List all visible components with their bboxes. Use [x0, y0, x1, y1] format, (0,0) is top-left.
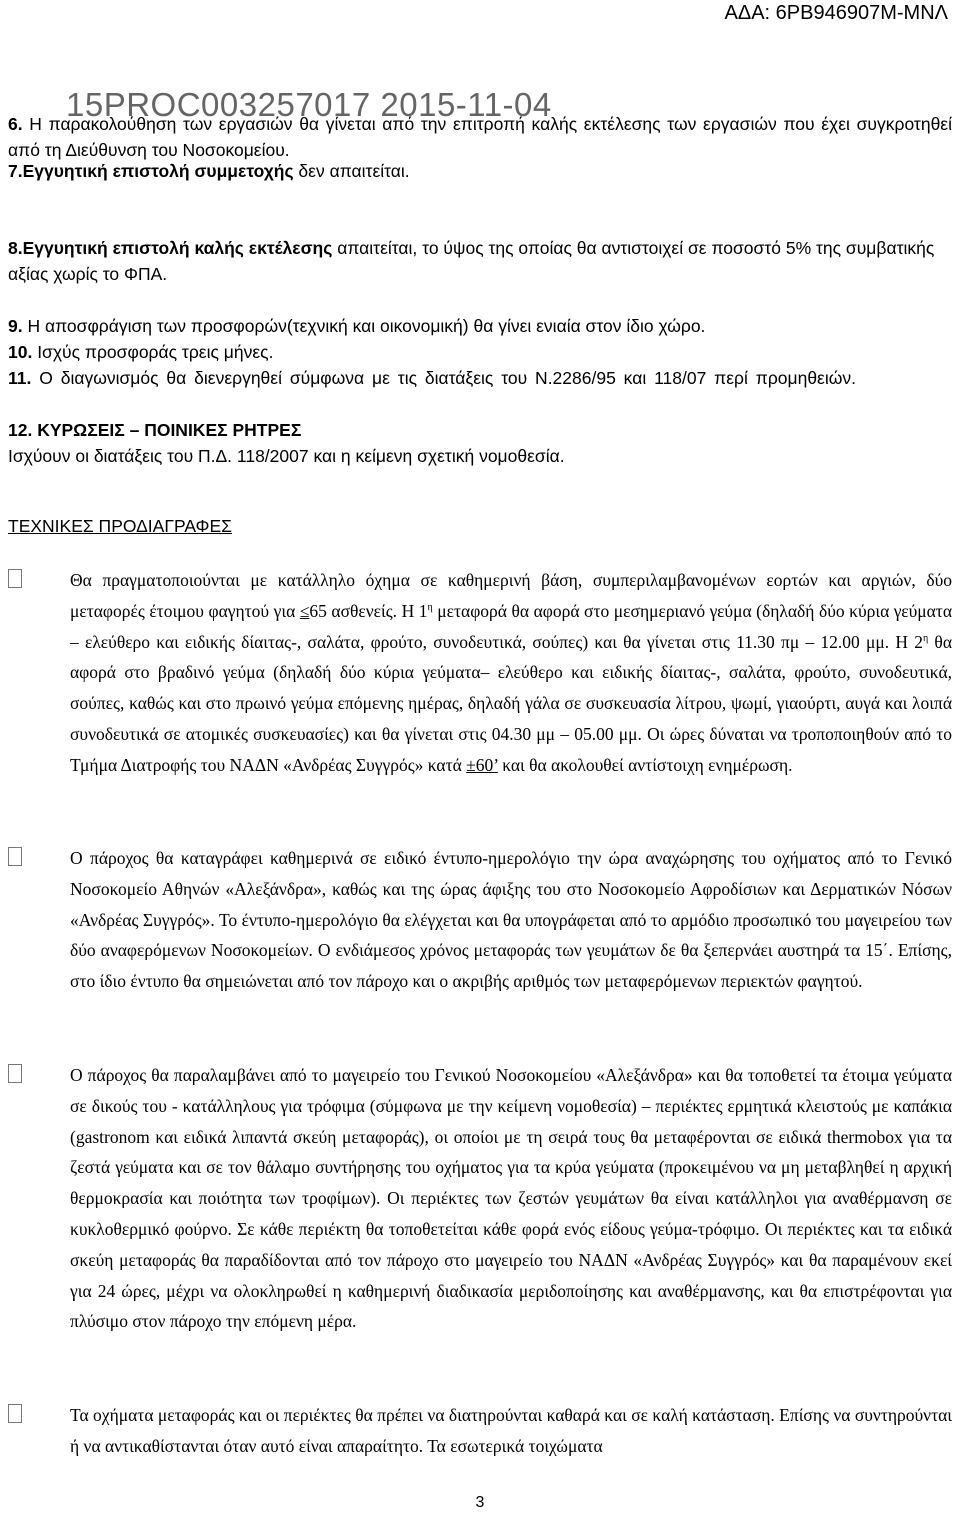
item-8-text: απαιτείται, το ύψος της οποίας θα αντιστοιχεί σε ποσοστό 5% της συμβατικής αξίας χωρίς το ΦΠΑ.: [8, 238, 935, 284]
watermark-stamp: 15PROC003257017 2015-11-04: [66, 86, 552, 123]
less-equal-sign: ≤: [299, 600, 310, 621]
item-12-title: ΚΥΡΩΣΕΙΣ – ΠΟΙΝΙΚΕΣ ΡΗΤΡΕΣ: [32, 420, 302, 440]
item-6-number: 6.: [8, 114, 23, 134]
item-7-number: 7.: [8, 161, 23, 181]
page-number: 3: [475, 1494, 485, 1511]
bullet-4: [8, 1400, 952, 1462]
bullet-marker-icon: [8, 847, 22, 866]
item-7-text: δεν απαιτείται.: [293, 161, 410, 181]
item-11-number: 11.: [8, 368, 32, 388]
item-7: [8, 158, 952, 184]
bullet-1-part-4: θα αφορά στο βραδινό γεύμα (δηλαδή δύο κύρια γεύματα– ελεύθερο και ειδικής δίαιτας-, σαλάτα, φρούτο, συνοδευτικά, σούπες, καθώς και στο πρωινό γεύμα επόμενης ημέρας, δηλαδή γάλα σε συσκευασία λίτρου, ψωμί, γιαούρτι, αυγά και λοιπά συνοδευτικά σε ατομικές συσκευασίες) και θα γίνεται στις 04.30 μμ – 05.00 μμ. Οι ώρες δύναται να τροποποιηθούν από το Τμήμα Διατροφής του ΝΑΔΝ «Ανδρέας Συγγρός» κατά: [70, 631, 952, 775]
item-11: [8, 365, 952, 391]
item-8: [8, 235, 952, 287]
bullet-marker-icon: [8, 1064, 22, 1083]
item-8-bold: Εγγυητική επιστολή καλής εκτέλεσης: [22, 238, 333, 258]
bullet-marker-icon: [8, 569, 22, 588]
item-8-number: 8.: [8, 238, 23, 258]
item-12-text: Ισχύουν οι διατάξεις του Π.Δ. 118/2007 και η κείμενη σχετική νομοθεσία.: [8, 446, 565, 466]
bullet-1: [8, 565, 952, 781]
bullet-3: [8, 1060, 952, 1337]
item-6: [8, 111, 952, 163]
specs-heading: ΤΕΧΝΙΚΕΣ ΠΡΟΔΙΑΓΡΑΦΕΣ: [8, 516, 232, 536]
item-12-number: 12.: [8, 420, 33, 440]
bullet-1-part-3: μεταφορά θα αφορά στο μεσημεριανό γεύμα (δηλαδή δύο κύρια γεύματα – ελεύθερο και ειδικής δίαιτας-, σαλάτα, φρούτο, συνοδευτικά, σούπες) και θα γίνεται στις 11.30 πμ – 12.00 μμ. Η 2: [70, 600, 953, 652]
bullet-1-part-2: 65 ασθενείς. Η 1: [309, 600, 428, 621]
item-12: [8, 417, 952, 469]
bullet-2: [8, 843, 952, 997]
item-7-bold: Εγγυητική επιστολή συμμετοχής: [22, 161, 294, 181]
bullet-marker-icon: [8, 1404, 22, 1423]
bullet-1-part-1: Θα πραγματοποιούνται με κατάλληλο όχημα σε καθημερινή βάση, συμπεριλαμβανομένων εορτών και αργιών, δύο μεταφορές έτοιμου φαγητού για: [70, 570, 952, 621]
bullet-4-text: Τα οχήματα μεταφοράς και οι περιέκτες θα πρέπει να διατηρούνται καθαρά και σε καλή κατάσταση. Επίσης να συντηρούνται ή να αντικαθίστανται όταν αυτό είναι απαραίτητο. Τα εσωτερικά τοιχώματα: [70, 1405, 952, 1456]
item-9-text: Η αποσφράγιση των προσφορών(τεχνική και οικονομική) θα γίνει ενιαία στον ίδιο χώρο.: [22, 316, 706, 336]
bullet-1-part-5: και θα ακολουθεί αντίστοιχη ενημέρωση.: [497, 754, 793, 775]
bullet-2-text: Ο πάροχος θα καταγράφει καθημερινά σε ειδικό έντυπο-ημερολόγιο την ώρα αναχώρησης του οχήματος από το Γενικό Νοσοκομείο Αθηνών «Αλεξάνδρα», καθώς και της ώρας άφιξης του στο Νοσοκομείο Αφροδίσιων και Δερματικών Νόσων «Ανδρέας Συγγρός». Το έντυπο-ημερολόγιο θα ελέγχεται και θα υπογράφεται από το αρμόδιο προσωπικό του μαγειρείου των δύο αναφερόμενων Νοσοκομείων. Ο ενδιάμεσος χρόνος μεταφοράς των γευμάτων δε θα ξεπερνάει αυστηρά τα 15΄. Επίσης, στο ίδιο έντυπο θα σημειώνεται από τον πάροχο και ο ακριβής αριθμός των μεταφερόμενων περιεκτών φαγητού.: [70, 848, 952, 992]
item-9: [8, 313, 952, 339]
bullet-3-text: Ο πάροχος θα παραλαμβάνει από το μαγειρείο του Γενικού Νοσοκομείου «Αλεξάνδρα» και θα τοποθετεί τα έτοιμα γεύματα σε δικούς του - κατάλληλους για τρόφιμα (σύμφωνα με την κείμενη νομοθεσία) – περιέκτες ερμητικά κλειστούς με καπάκια (gastronom και ειδικά λιπαντά σκεύη μεταφοράς), οι οποίοι με τη σειρά τους θα μεταφέρονται σε ειδικά thermobox για τα ζεστά γεύματα και σε τον θάλαμο συντήρησης του οχήματος για τα κρύα γεύματα (προκειμένου να μη μεταβληθεί η αρχική θερμοκρασία και ποιότητα των τροφίμων). Οι περιέκτες των ζεστών γευμάτων θα είναι κατάλληλοι για αναθέρμανση σε κυκλοθερμικό φούρνο. Σε κάθε περιέκτη θα τοποθετείται κάθε φορά ενός είδους γεύμα-τρόφιμο. Οι περιέκτες και τα ειδικά σκεύη μεταφοράς θα παραδίδονται από τον πάροχο στο μαγειρείο του ΝΑΔΝ «Ανδρέας Συγγρός» και θα παραμένουν εκεί για 24 ώρες, μέχρι να ολοκληρωθεί η καθημερινή διαδικασία μεριδοποίησης και αναθέρμανσης, και θα επιστρέφονται για πλύσιμο στον πάροχο την επόμενη μέρα.: [70, 1065, 952, 1332]
plus-minus-value: ±60’: [466, 754, 498, 775]
item-10-number: 10.: [8, 342, 33, 362]
superscript-2: η: [922, 632, 929, 644]
item-11-text: Ο διαγωνισμός θα διενεργηθεί σύμφωνα με τις διατάξεις του Ν.2286/95 και 118/07 περί προμηθειών.: [31, 368, 857, 388]
item-6-text: Η παρακολούθηση των εργασιών θα γίνεται από την επιτροπή καλής εκτέλεσης των εργασιών που έχει συγκροτηθεί από τη Διεύθυνση του Νοσοκομείου.: [8, 114, 952, 160]
ada-header: ΑΔΑ: 6ΡΒ946907Μ-ΜΝΛ: [724, 2, 948, 24]
item-10: [8, 339, 952, 365]
item-10-text: Ισχύς προσφοράς τρεις μήνες.: [32, 342, 274, 362]
bullet-1-text: [70, 565, 952, 781]
superscript-1: η: [427, 601, 433, 613]
item-9-number: 9.: [8, 316, 23, 336]
